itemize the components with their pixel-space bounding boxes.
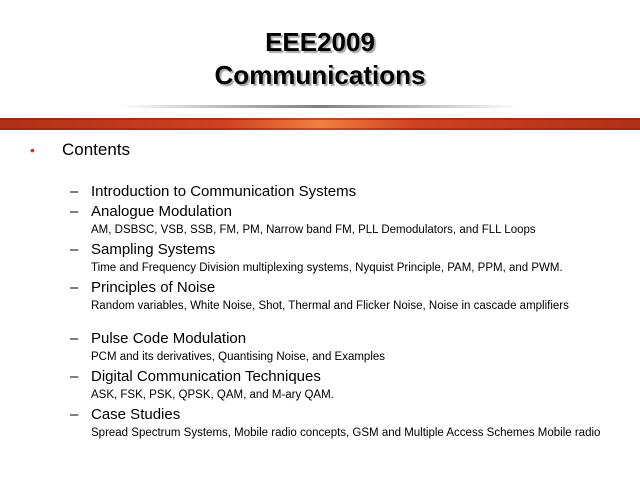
list-item [70, 278, 610, 313]
dash-bullet-icon: – [70, 203, 79, 220]
title-line-course-name: Communications [214, 60, 426, 90]
dash-bullet-icon: – [70, 330, 79, 347]
dash-bullet-icon: – [70, 241, 79, 258]
list-item [70, 182, 610, 201]
item-heading: Digital Communication Techniques [91, 368, 321, 385]
dash-bullet-icon: – [70, 279, 79, 296]
item-heading: Case Studies [91, 406, 181, 423]
list-item [70, 367, 610, 402]
title-line-course-code: EEE2009 [265, 27, 375, 57]
item-description: Random variables, White Noise, Shot, Thermal and Flicker Noise, Noise in cascade amplifiers [91, 300, 569, 312]
item-description: Spread Spectrum Systems, Mobile radio concepts, GSM and Multiple Access Schemes Mobile radio [91, 427, 601, 439]
item-heading: Principles of Noise [91, 279, 216, 296]
item-description: AM, DSBSC, VSB, SSB, FM, PM, Narrow band FM, PLL Demodulators, and FLL Loops [91, 224, 536, 236]
list-item [70, 240, 610, 275]
contents-bullet [30, 138, 130, 162]
item-heading: Introduction to Communication Systems [91, 183, 357, 200]
dash-bullet-icon: – [70, 368, 79, 385]
list-item [70, 405, 610, 440]
list-item [70, 202, 610, 237]
dash-bullet-icon: – [70, 406, 79, 423]
list-item [70, 329, 610, 364]
bullet-icon: • [30, 142, 35, 158]
item-heading: Sampling Systems [91, 241, 216, 258]
dash-bullet-icon: – [70, 183, 79, 200]
item-description: PCM and its derivatives, Quantising Noise, and Examples [91, 351, 386, 363]
item-heading: Pulse Code Modulation [91, 330, 247, 347]
item-description: Time and Frequency Division multiplexing systems, Nyquist Principle, PAM, PPM, and PWM. [91, 262, 563, 274]
item-heading: Analogue Modulation [91, 203, 232, 220]
item-description: ASK, FSK, PSK, QPSK, QAM, and M-ary QAM. [91, 389, 334, 401]
contents-label: Contents [62, 140, 131, 159]
